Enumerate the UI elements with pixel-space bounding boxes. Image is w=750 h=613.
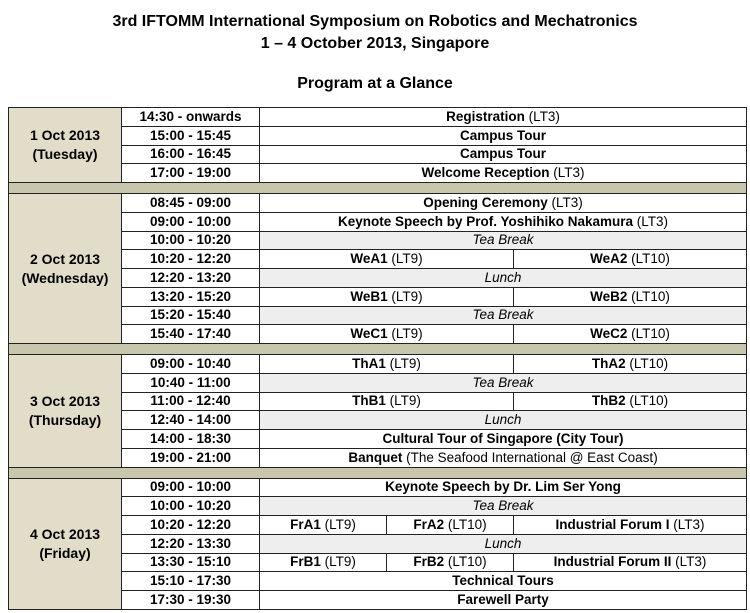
time-slot: 11:00 - 12:40 bbox=[122, 392, 260, 411]
time-slot: 09:00 - 10:40 bbox=[122, 355, 260, 374]
event-cell bbox=[260, 212, 747, 231]
session-cell bbox=[260, 287, 514, 306]
session-cell bbox=[514, 516, 747, 535]
session-cell bbox=[514, 553, 747, 572]
time-slot: 17:30 - 19:30 bbox=[122, 591, 260, 610]
session-room: (LT9) bbox=[387, 288, 423, 304]
session-room: (LT3) bbox=[669, 516, 705, 532]
table-row bbox=[9, 355, 747, 374]
session-title: Industrial Forum II bbox=[553, 554, 672, 570]
table-row bbox=[9, 194, 747, 213]
event-cell bbox=[260, 448, 747, 467]
program-table bbox=[8, 107, 747, 610]
break-cell: Tea Break bbox=[260, 306, 747, 325]
session-title: Technical Tours bbox=[452, 573, 554, 589]
session-cell bbox=[260, 516, 387, 535]
time-slot: 16:00 - 16:45 bbox=[122, 145, 260, 164]
event-cell bbox=[260, 126, 747, 145]
time-slot: 09:00 - 10:00 bbox=[122, 212, 260, 231]
session-cell bbox=[514, 392, 747, 411]
session-title: WeB1 bbox=[350, 288, 388, 304]
session-title: Keynote Speech by Dr. Lim Ser Yong bbox=[385, 479, 621, 495]
time-slot: 15:40 - 17:40 bbox=[122, 325, 260, 344]
session-title: Welcome Reception bbox=[421, 165, 550, 181]
time-slot: 10:00 - 10:20 bbox=[122, 231, 260, 250]
day-weekday: (Wednesday) bbox=[21, 269, 109, 286]
separator-cell bbox=[9, 344, 747, 355]
break-cell: Lunch bbox=[260, 411, 747, 430]
session-title: Cultural Tour of Singapore (City Tour) bbox=[382, 430, 624, 446]
session-title: Industrial Forum I bbox=[555, 516, 670, 532]
separator-cell bbox=[9, 467, 747, 478]
event-cell bbox=[260, 572, 747, 591]
session-room: (LT10) bbox=[444, 516, 487, 532]
program-body bbox=[9, 108, 747, 610]
session-cell bbox=[514, 287, 747, 306]
session-title: Registration bbox=[446, 108, 525, 124]
session-title: Banquet bbox=[348, 449, 403, 465]
session-cell bbox=[260, 250, 514, 269]
session-title: FrA2 bbox=[413, 516, 445, 532]
session-title: ThA1 bbox=[352, 355, 386, 371]
session-room: (LT9) bbox=[320, 516, 356, 532]
session-cell bbox=[514, 250, 747, 269]
session-room: (LT3) bbox=[547, 194, 583, 210]
day-date: 1 Oct 2013 bbox=[29, 127, 101, 143]
session-title: ThA2 bbox=[591, 355, 626, 371]
session-cell bbox=[387, 516, 514, 535]
day-cell bbox=[9, 108, 122, 183]
event-cell bbox=[260, 108, 747, 127]
day-date: 2 Oct 2013 bbox=[29, 250, 101, 267]
session-room: (LT3) bbox=[671, 554, 707, 570]
session-title: Keynote Speech by Prof. Yoshihiko Nakamura bbox=[337, 213, 634, 229]
time-slot: 15:20 - 15:40 bbox=[122, 306, 260, 325]
session-cell bbox=[514, 325, 747, 344]
day-weekday: (Thursday) bbox=[28, 411, 102, 428]
session-room: (LT3) bbox=[633, 213, 669, 229]
break-cell: Lunch bbox=[260, 269, 747, 288]
session-cell bbox=[387, 553, 514, 572]
event-cell bbox=[260, 591, 747, 610]
time-slot: 12:40 - 14:00 bbox=[122, 411, 260, 430]
session-title: FrA1 bbox=[290, 516, 321, 532]
time-slot: 09:00 - 10:00 bbox=[122, 478, 260, 497]
event-cell bbox=[260, 145, 747, 164]
session-title: FrB2 bbox=[413, 554, 445, 570]
time-slot: 10:00 - 10:20 bbox=[122, 497, 260, 516]
separator-cell bbox=[9, 183, 747, 194]
session-room: (LT9) bbox=[385, 393, 421, 409]
day-separator bbox=[9, 344, 747, 355]
time-slot: 12:20 - 13:30 bbox=[122, 534, 260, 553]
time-slot: 15:00 - 15:45 bbox=[122, 126, 260, 145]
session-cell bbox=[260, 325, 514, 344]
day-cell bbox=[9, 194, 122, 344]
session-room: (LT10) bbox=[625, 355, 669, 371]
event-cell bbox=[260, 430, 747, 449]
session-title: WeA2 bbox=[590, 251, 628, 267]
day-date: 3 Oct 2013 bbox=[29, 392, 101, 409]
session-room: (LT10) bbox=[627, 288, 670, 304]
session-room: (LT10) bbox=[444, 554, 487, 570]
break-cell: Tea Break bbox=[260, 373, 747, 392]
symposium-dates: 1 – 4 October 2013, Singapore bbox=[260, 35, 490, 52]
table-row bbox=[9, 478, 747, 497]
session-room: (LT9) bbox=[385, 355, 421, 371]
session-title: WeA1 bbox=[350, 251, 388, 267]
session-title: Farewell Party bbox=[457, 591, 549, 607]
event-cell bbox=[260, 194, 747, 213]
session-room: (LT10) bbox=[627, 251, 670, 267]
session-title: ThB1 bbox=[352, 393, 386, 409]
day-cell bbox=[9, 478, 122, 609]
session-room: (LT10) bbox=[625, 393, 669, 409]
session-title: Campus Tour bbox=[460, 127, 547, 143]
session-room: (LT3) bbox=[549, 165, 585, 181]
day-separator bbox=[9, 183, 747, 194]
session-cell bbox=[260, 553, 387, 572]
session-title: Campus Tour bbox=[460, 146, 547, 162]
session-title: Opening Ceremony bbox=[423, 194, 548, 210]
time-slot: 14:00 - 18:30 bbox=[122, 430, 260, 449]
time-slot: 10:20 - 12:20 bbox=[122, 516, 260, 535]
time-slot: 10:40 - 11:00 bbox=[122, 373, 260, 392]
break-cell: Lunch bbox=[260, 534, 747, 553]
program-subtitle: Program at a Glance bbox=[297, 75, 453, 92]
session-cell bbox=[514, 355, 747, 374]
session-room: (LT3) bbox=[524, 108, 560, 124]
time-slot: 17:00 - 19:00 bbox=[122, 164, 260, 183]
table-row bbox=[9, 108, 747, 127]
time-slot: 12:20 - 13:20 bbox=[122, 269, 260, 288]
break-cell: Tea Break bbox=[260, 497, 747, 516]
event-cell bbox=[260, 478, 747, 497]
session-room: (LT10) bbox=[627, 326, 670, 342]
day-separator bbox=[9, 467, 747, 478]
session-cell bbox=[260, 392, 514, 411]
session-room: (The Seafood International @ East Coast) bbox=[402, 449, 658, 465]
symposium-title: 3rd IFTOMM International Symposium on Robotics and Mechatronics bbox=[112, 13, 638, 30]
session-room: (LT9) bbox=[387, 326, 423, 342]
time-slot: 19:00 - 21:00 bbox=[122, 448, 260, 467]
day-weekday: (Tuesday) bbox=[32, 146, 98, 162]
time-slot: 13:20 - 15:20 bbox=[122, 287, 260, 306]
time-slot: 13:30 - 15:10 bbox=[122, 553, 260, 572]
session-title: ThB2 bbox=[591, 393, 626, 409]
session-title: WeC2 bbox=[590, 326, 628, 342]
time-slot: 10:20 - 12:20 bbox=[122, 250, 260, 269]
time-slot: 15:10 - 17:30 bbox=[122, 572, 260, 591]
time-slot: 14:30 - onwards bbox=[122, 108, 260, 127]
session-cell bbox=[260, 355, 514, 374]
session-room: (LT9) bbox=[320, 554, 356, 570]
session-title: WeC1 bbox=[350, 326, 388, 342]
break-cell: Tea Break bbox=[260, 231, 747, 250]
session-room: (LT9) bbox=[387, 251, 423, 267]
day-date: 4 Oct 2013 bbox=[29, 525, 101, 542]
day-weekday: (Friday) bbox=[39, 544, 91, 561]
session-title: WeB2 bbox=[590, 288, 628, 304]
time-slot: 08:45 - 09:00 bbox=[122, 194, 260, 213]
event-cell bbox=[260, 164, 747, 183]
day-cell bbox=[9, 355, 122, 468]
session-title: FrB1 bbox=[290, 554, 321, 570]
